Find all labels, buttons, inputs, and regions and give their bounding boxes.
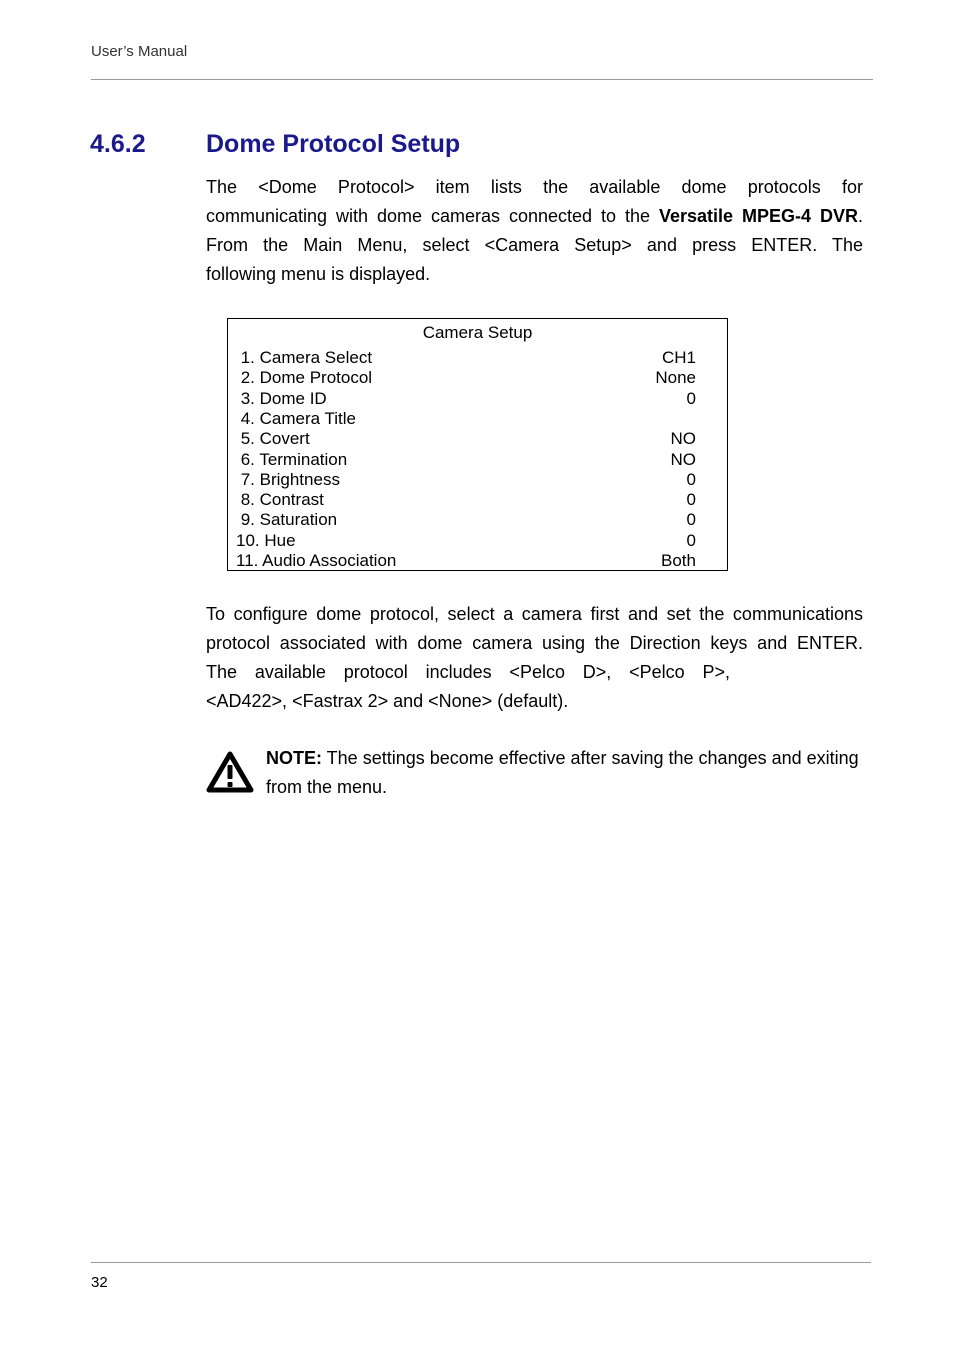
- menu-item-label: 9. Saturation: [236, 510, 338, 529]
- configure-line-2: protocol associated with dome camera using the Direction keys and ENTER.: [206, 633, 863, 653]
- product-name: Versatile MPEG-4 DVR: [658, 206, 858, 226]
- footer-divider: [91, 1262, 871, 1263]
- menu-item-value: None: [655, 368, 696, 387]
- menu-row: [228, 490, 727, 510]
- menu-row: [228, 409, 727, 429]
- intro-line-1: The <Dome Protocol> item lists the available dome protocols for: [206, 177, 863, 197]
- menu-item-label: 11. Audio Association: [236, 551, 397, 570]
- menu-item-value: NO: [670, 450, 696, 469]
- note-label: NOTE:: [266, 748, 322, 768]
- intro-line-3: From the Main Menu, select <Camera Setup> and press ENTER. The: [206, 235, 863, 255]
- intro-paragraph: [206, 173, 863, 289]
- menu-item-value: CH1: [661, 348, 696, 367]
- menu-item-label: 10. Hue: [236, 531, 296, 550]
- intro-line-2: [206, 202, 863, 231]
- page-number: 32: [91, 1274, 108, 1291]
- menu-row: [228, 551, 727, 571]
- menu-item-value: 0: [686, 470, 696, 489]
- warning-triangle-icon: [205, 750, 255, 794]
- menu-item-label: 2. Dome Protocol: [236, 368, 373, 387]
- section-title: Dome Protocol Setup: [206, 130, 461, 158]
- menu-title: Camera Setup: [422, 323, 533, 342]
- intro-text: communicating with dome cameras connected to the: [206, 206, 659, 226]
- menu-item-label: 5. Covert: [236, 429, 310, 448]
- section-number: 4.6.2: [90, 130, 146, 158]
- menu-item-value: 0: [686, 389, 696, 408]
- menu-row: [228, 348, 727, 368]
- menu-row: [228, 470, 727, 490]
- configure-line-4: <AD422>, <Fastrax 2> and <None> (default).: [206, 691, 569, 711]
- menu-item-value: NO: [670, 429, 696, 448]
- configure-line-1: To configure dome protocol, select a camera first and set the communications: [206, 604, 863, 624]
- menu-item-label: 6. Termination: [236, 450, 348, 469]
- note-block: [266, 744, 863, 802]
- menu-item-label: 8. Contrast: [236, 490, 324, 509]
- menu-row: [228, 510, 727, 530]
- menu-row: [228, 429, 727, 449]
- intro-period: .: [858, 206, 864, 226]
- header-divider: [91, 79, 873, 80]
- menu-item-label: 7. Brightness: [236, 470, 340, 489]
- running-header: User’s Manual: [91, 43, 188, 60]
- menu-row: [228, 368, 727, 388]
- menu-row: [228, 389, 727, 409]
- camera-setup-menu: [227, 318, 728, 571]
- configure-paragraph: [206, 600, 863, 715]
- note-text: The settings become effective after saving the changes and exiting from the menu.: [266, 748, 859, 797]
- menu-item-label: 1. Camera Select: [236, 348, 373, 367]
- menu-row: [228, 450, 727, 470]
- configure-line-3: The available protocol includes <Pelco D>, <Pelco P>,: [206, 662, 730, 682]
- intro-line-4: following menu is displayed.: [206, 264, 431, 284]
- menu-item-value: 0: [686, 510, 696, 529]
- menu-item-value: Both: [661, 551, 696, 570]
- menu-item-label: 3. Dome ID: [236, 389, 327, 408]
- menu-row: [228, 531, 727, 551]
- menu-item-value: 0: [686, 531, 696, 550]
- menu-item-label: 4. Camera Title: [236, 409, 356, 428]
- menu-item-value: 0: [686, 490, 696, 509]
